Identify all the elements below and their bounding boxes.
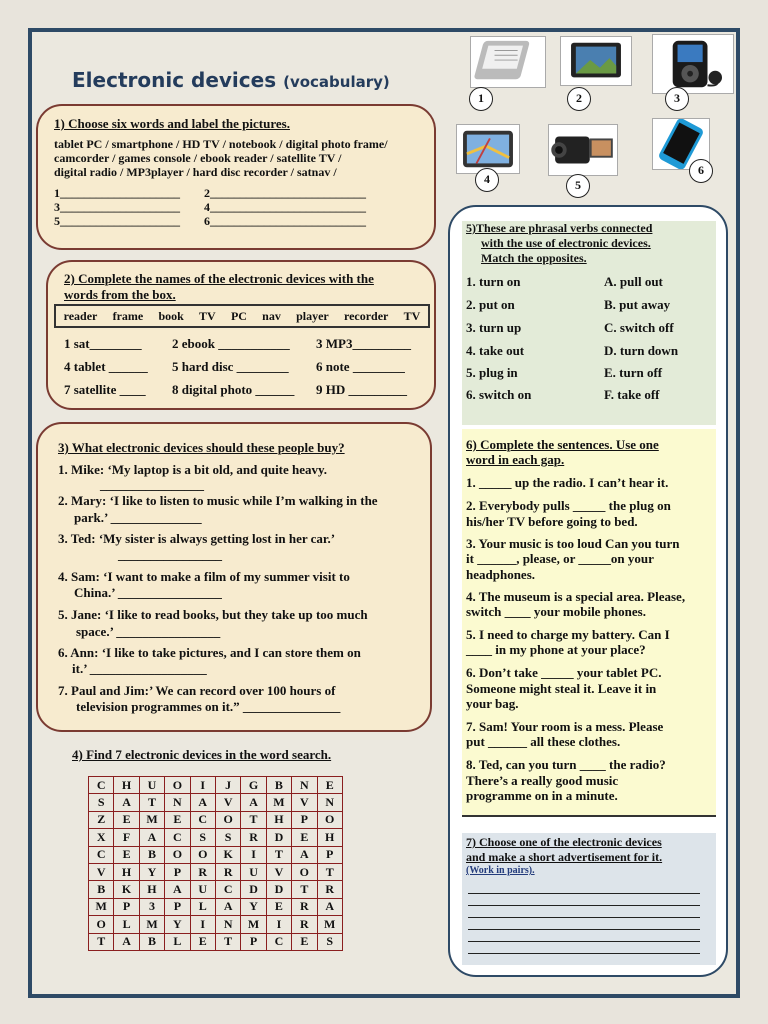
picture-number-2: 2 bbox=[567, 87, 591, 111]
word-box-item: book bbox=[158, 308, 184, 323]
word-search-row bbox=[89, 794, 343, 811]
phrasal-verb: 2. put on bbox=[466, 297, 515, 312]
word-search-cell[interactable]: U bbox=[139, 777, 164, 794]
exercise-6-heading: word in each gap. bbox=[466, 452, 565, 467]
word-search-cell[interactable]: H bbox=[266, 811, 291, 828]
word-search-cell[interactable]: B bbox=[139, 846, 164, 863]
word-search-cell[interactable]: T bbox=[215, 933, 240, 950]
word-search-cell[interactable]: Z bbox=[89, 811, 114, 828]
word-search-cell[interactable]: M bbox=[139, 811, 164, 828]
word-search-cell[interactable]: H bbox=[317, 829, 342, 846]
label-blank[interactable]: 3____________________ bbox=[54, 200, 180, 214]
label-blank[interactable]: 1____________________ bbox=[54, 186, 180, 200]
word-search-cell[interactable]: O bbox=[317, 811, 342, 828]
word-search-cell[interactable]: T bbox=[241, 811, 266, 828]
word-search-cell[interactable]: A bbox=[241, 794, 266, 811]
word-search-cell[interactable]: C bbox=[165, 829, 190, 846]
opposite-verb: C. switch off bbox=[604, 320, 674, 335]
opposite-verb: A. pull out bbox=[604, 274, 663, 289]
word-search-cell[interactable]: A bbox=[292, 846, 317, 863]
word-search-cell[interactable]: Y bbox=[241, 898, 266, 915]
device-name-blank[interactable]: 1 sat________ bbox=[64, 336, 142, 351]
word-search-cell[interactable]: M bbox=[89, 898, 114, 915]
word-search-cell[interactable]: S bbox=[215, 829, 240, 846]
answer-blank[interactable]: ________________ bbox=[118, 547, 222, 562]
word-search-cell[interactable]: D bbox=[266, 881, 291, 898]
word-search-cell[interactable]: V bbox=[215, 794, 240, 811]
word-search-cell[interactable]: M bbox=[241, 916, 266, 933]
word-search-cell[interactable]: H bbox=[139, 881, 164, 898]
sentence-line: 7. Sam! Your room is a mess. Please bbox=[466, 719, 664, 734]
word-search-cell[interactable]: M bbox=[139, 916, 164, 933]
word-search-row bbox=[89, 898, 343, 915]
word-search-cell[interactable]: A bbox=[114, 794, 139, 811]
sentence-line: put ______ all these clothes. bbox=[466, 734, 621, 749]
sentence-line: his/her TV before going to bed. bbox=[466, 514, 638, 529]
word-search-cell[interactable]: I bbox=[190, 916, 215, 933]
word-search-cell[interactable]: R bbox=[241, 829, 266, 846]
word-search-cell[interactable]: V bbox=[89, 863, 114, 880]
word-search-cell[interactable]: Y bbox=[165, 916, 190, 933]
word-search-cell[interactable]: X bbox=[89, 829, 114, 846]
word-search-cell[interactable]: O bbox=[215, 811, 240, 828]
answer-blank[interactable]: ________________ bbox=[100, 477, 204, 492]
picture-number-1: 1 bbox=[469, 87, 493, 111]
device-name-blank[interactable]: 3 MP3_________ bbox=[316, 336, 411, 351]
word-search-cell[interactable]: O bbox=[89, 916, 114, 933]
word-search-cell[interactable]: T bbox=[317, 863, 342, 880]
word-search-cell[interactable]: R bbox=[215, 863, 240, 880]
ebook-reader-picture bbox=[470, 36, 546, 88]
exercise-5-heading-line: with the use of electronic devices. bbox=[481, 236, 651, 250]
writing-line[interactable] bbox=[468, 929, 700, 930]
word-search-row bbox=[89, 933, 343, 950]
word-search-cell[interactable]: P bbox=[317, 846, 342, 863]
word-search-cell[interactable]: T bbox=[89, 933, 114, 950]
phrasal-verb: 6. switch on bbox=[466, 387, 532, 402]
opposite-verb: E. turn off bbox=[604, 365, 663, 380]
word-search-cell[interactable]: V bbox=[266, 863, 291, 880]
word-search-cell[interactable]: P bbox=[292, 811, 317, 828]
writing-line[interactable] bbox=[468, 941, 700, 942]
word-search-cell[interactable]: N bbox=[215, 916, 240, 933]
word-box bbox=[54, 304, 430, 328]
writing-line[interactable] bbox=[468, 917, 700, 918]
word-search-cell[interactable]: A bbox=[317, 898, 342, 915]
device-name-blank[interactable]: 6 note ________ bbox=[316, 359, 405, 374]
word-list-line: tablet PC / smartphone / HD TV / notebook / digital photo frame/ bbox=[54, 137, 388, 151]
question-line[interactable]: park.’ ______________ bbox=[74, 510, 202, 525]
opposite-verb: B. put away bbox=[604, 297, 671, 312]
worksheet-title bbox=[72, 68, 390, 92]
word-search-cell[interactable]: M bbox=[317, 916, 342, 933]
word-box-item: TV bbox=[403, 308, 421, 323]
label-blank[interactable]: 5____________________ bbox=[54, 214, 180, 228]
word-box-item: frame bbox=[112, 308, 144, 323]
word-box-item: TV bbox=[199, 308, 216, 323]
question-line: 6. Ann: ‘I like to take pictures, and I can store them on bbox=[58, 645, 361, 660]
sentence-line: 1. _____ up the radio. I can’t hear it. bbox=[466, 475, 669, 490]
word-search-cell[interactable]: S bbox=[190, 829, 215, 846]
word-search-row bbox=[89, 916, 343, 933]
word-search-cell[interactable]: N bbox=[317, 794, 342, 811]
word-search-grid bbox=[88, 776, 343, 951]
question-line: 2. Mary: ‘I like to listen to music while I’m walking in the bbox=[58, 493, 378, 508]
word-search-cell[interactable]: K bbox=[114, 881, 139, 898]
picture-number-3: 3 bbox=[665, 87, 689, 111]
question-line[interactable]: television programmes on it.” _______________ bbox=[76, 699, 341, 714]
word-search-cell[interactable]: O bbox=[165, 777, 190, 794]
sentence-line: 5. I need to charge my battery. Can I bbox=[466, 627, 670, 642]
sentence-line: ____ in my phone at your place? bbox=[466, 642, 646, 657]
word-search-cell[interactable]: E bbox=[190, 933, 215, 950]
word-search-cell[interactable]: R bbox=[292, 898, 317, 915]
phrasal-verb: 1. turn on bbox=[466, 274, 521, 289]
word-box-item: recorder bbox=[343, 308, 389, 323]
camcorder-picture bbox=[548, 124, 618, 176]
word-search-cell[interactable]: C bbox=[266, 933, 291, 950]
word-search-cell[interactable]: G bbox=[241, 777, 266, 794]
word-search-cell[interactable]: C bbox=[89, 846, 114, 863]
word-search-cell[interactable]: D bbox=[241, 881, 266, 898]
word-search-cell[interactable]: P bbox=[241, 933, 266, 950]
word-search-cell[interactable]: A bbox=[139, 829, 164, 846]
picture-number-4: 4 bbox=[475, 168, 499, 192]
exercise-5-heading-line: 5)These are phrasal verbs connected bbox=[466, 221, 653, 235]
word-search-cell[interactable]: B bbox=[266, 777, 291, 794]
word-search-cell[interactable]: E bbox=[165, 811, 190, 828]
word-search-cell[interactable]: E bbox=[266, 898, 291, 915]
word-search-cell[interactable]: L bbox=[114, 916, 139, 933]
word-search-cell[interactable]: L bbox=[165, 933, 190, 950]
exercise-5-heading bbox=[466, 221, 652, 236]
word-search-cell[interactable]: R bbox=[292, 916, 317, 933]
exercise-7-heading: and make a short advertisement for it. bbox=[466, 850, 663, 864]
device-name-blank[interactable]: 7 satellite ____ bbox=[64, 382, 146, 397]
word-search-row bbox=[89, 777, 343, 794]
sentence-line: programme on in a minute. bbox=[466, 788, 618, 803]
word-search-cell[interactable]: A bbox=[165, 881, 190, 898]
question-line: 7. Paul and Jim:’ We can record over 100 hours of bbox=[58, 683, 336, 698]
satnav-picture bbox=[456, 124, 520, 174]
word-search-cell[interactable]: C bbox=[89, 777, 114, 794]
picture-number-6: 6 bbox=[689, 159, 713, 183]
question-line[interactable]: it.’ __________________ bbox=[72, 661, 207, 676]
exercise-7-heading: 7) Choose one of the electronic devices bbox=[466, 835, 662, 849]
device-name-blank[interactable]: 2 ebook ___________ bbox=[172, 336, 290, 351]
question-line[interactable]: space.’ ________________ bbox=[76, 624, 221, 639]
phrasal-verb: 3. turn up bbox=[466, 320, 522, 335]
word-search-row bbox=[89, 846, 343, 863]
sentence-line: 4. The museum is a special area. Please, bbox=[466, 589, 686, 604]
opposite-verb: F. take off bbox=[604, 387, 660, 402]
question-line: 4. Sam: ‘I want to make a film of my summer visit to bbox=[58, 569, 350, 584]
sentence-line: 3. Your music is too loud Can you turn bbox=[466, 536, 680, 551]
exercise-4-heading: 4) Find 7 electronic devices in the word search. bbox=[72, 747, 332, 762]
title-sub: (vocabulary) bbox=[283, 73, 390, 91]
word-search-cell[interactable]: C bbox=[190, 811, 215, 828]
word-list-line: digital radio / MP3player / hard disc recorder / satnav / bbox=[54, 165, 337, 179]
word-search-cell[interactable]: 3 bbox=[139, 898, 164, 915]
word-search-cell[interactable]: E bbox=[317, 777, 342, 794]
word-search-cell[interactable]: O bbox=[190, 846, 215, 863]
word-search-cell[interactable]: R bbox=[317, 881, 342, 898]
word-search-cell[interactable]: L bbox=[190, 898, 215, 915]
word-search-cell[interactable]: P bbox=[165, 898, 190, 915]
word-search-cell[interactable]: A bbox=[114, 933, 139, 950]
sentence-line: Someone might steal it. Leave it in bbox=[466, 681, 657, 696]
question-line: 1. Mike: ‘My laptop is a bit old, and quite heavy. bbox=[58, 462, 328, 477]
word-search-cell[interactable]: E bbox=[114, 846, 139, 863]
word-search-cell[interactable]: I bbox=[241, 846, 266, 863]
word-search-cell[interactable]: D bbox=[266, 829, 291, 846]
word-search-cell[interactable]: O bbox=[292, 863, 317, 880]
sentence-line: There’s a really good music bbox=[466, 773, 619, 788]
question-line: 3. Ted: ‘My sister is always getting lost in her car.’ bbox=[58, 531, 336, 546]
word-search-cell[interactable]: E bbox=[292, 829, 317, 846]
exercise-3-heading: 3) What electronic devices should these people buy? bbox=[58, 440, 345, 455]
word-search-cell[interactable]: T bbox=[139, 794, 164, 811]
word-search-cell[interactable]: U bbox=[190, 881, 215, 898]
photo-frame-picture bbox=[560, 36, 632, 86]
word-list-line: camcorder / games console / ebook reader / satellite TV / bbox=[54, 151, 342, 165]
label-blank[interactable]: 4__________________________ bbox=[204, 200, 366, 214]
exercise-2-heading: 2) Complete the names of the electronic devices with the bbox=[64, 271, 374, 286]
word-box-item: nav bbox=[262, 308, 281, 323]
word-search-row bbox=[89, 863, 343, 880]
word-search-cell[interactable]: M bbox=[266, 794, 291, 811]
word-search-row bbox=[89, 811, 343, 828]
word-search-cell[interactable]: U bbox=[241, 863, 266, 880]
word-search-cell[interactable]: F bbox=[114, 829, 139, 846]
writing-line[interactable] bbox=[468, 893, 700, 894]
sentence-line: headphones. bbox=[466, 567, 535, 582]
sentence-line: it ______, please, or _____on your bbox=[466, 551, 654, 566]
device-name-blank[interactable]: 4 tablet ______ bbox=[64, 359, 148, 374]
word-search-cell[interactable]: I bbox=[266, 916, 291, 933]
word-search-cell[interactable]: I bbox=[190, 777, 215, 794]
device-name-blank[interactable]: 9 HD _________ bbox=[316, 382, 407, 397]
word-search-cell[interactable]: J bbox=[215, 777, 240, 794]
writing-line[interactable] bbox=[468, 953, 700, 954]
word-search-cell[interactable]: A bbox=[190, 794, 215, 811]
sentence-line: 8. Ted, can you turn ____ the radio? bbox=[466, 757, 666, 772]
word-search-cell[interactable]: B bbox=[139, 933, 164, 950]
word-search-cell[interactable]: Y bbox=[139, 863, 164, 880]
label-blank[interactable]: 6__________________________ bbox=[204, 214, 366, 228]
exercise-6-heading: 6) Complete the sentences. Use one bbox=[466, 437, 659, 452]
word-search-cell[interactable]: V bbox=[292, 794, 317, 811]
word-search-cell[interactable]: T bbox=[266, 846, 291, 863]
writing-line[interactable] bbox=[468, 905, 700, 906]
word-search-cell[interactable]: E bbox=[114, 811, 139, 828]
exercise-1-heading: 1) Choose six words and label the pictures. bbox=[54, 116, 290, 131]
word-search-cell[interactable]: K bbox=[215, 846, 240, 863]
word-search-cell[interactable]: H bbox=[114, 863, 139, 880]
label-blank[interactable]: 2__________________________ bbox=[204, 186, 366, 200]
mp3-player-picture bbox=[652, 34, 734, 94]
word-box-item: player bbox=[296, 308, 329, 323]
exercise-2-heading: words from the box. bbox=[64, 287, 176, 302]
question-line: 5. Jane: ‘I like to read books, but they take up too much bbox=[58, 607, 368, 622]
word-search-cell[interactable]: R bbox=[190, 863, 215, 880]
phrasal-verb: 5. plug in bbox=[466, 365, 518, 380]
word-search-cell[interactable]: N bbox=[292, 777, 317, 794]
picture-number-5: 5 bbox=[566, 174, 590, 198]
sentence-line: 6. Don’t take _____ your tablet PC. bbox=[466, 665, 662, 680]
sentence-line: 2. Everybody pulls _____ the plug on bbox=[466, 498, 671, 513]
device-name-blank[interactable]: 5 hard disc ________ bbox=[172, 359, 289, 374]
sentence-line: switch ____ your mobile phones. bbox=[466, 604, 646, 619]
sentence-line: your bag. bbox=[466, 696, 519, 711]
exercise-7-note: (Work in pairs). bbox=[466, 865, 535, 876]
word-search-cell[interactable]: O bbox=[165, 846, 190, 863]
device-name-blank[interactable]: 8 digital photo ______ bbox=[172, 382, 295, 397]
phrasal-verb: 4. take out bbox=[466, 343, 525, 358]
word-search-cell[interactable]: E bbox=[292, 933, 317, 950]
word-search-row bbox=[89, 829, 343, 846]
title-main: Electronic devices bbox=[72, 68, 277, 92]
word-search-cell[interactable]: B bbox=[89, 881, 114, 898]
word-box-item: PC bbox=[230, 308, 247, 323]
exercise-5-heading-line: Match the opposites. bbox=[481, 251, 587, 265]
word-search-cell[interactable]: C bbox=[215, 881, 240, 898]
word-search-row bbox=[89, 881, 343, 898]
word-box-item: reader bbox=[63, 308, 98, 323]
word-search-cell[interactable]: P bbox=[114, 898, 139, 915]
word-search-cell[interactable]: P bbox=[165, 863, 190, 880]
opposite-verb: D. turn down bbox=[604, 343, 679, 358]
word-search-cell[interactable]: N bbox=[165, 794, 190, 811]
question-line[interactable]: China.’ ________________ bbox=[74, 585, 222, 600]
word-search-cell[interactable]: H bbox=[114, 777, 139, 794]
word-search-cell[interactable]: A bbox=[215, 898, 240, 915]
word-search-cell[interactable]: T bbox=[292, 881, 317, 898]
word-search-cell[interactable]: S bbox=[89, 794, 114, 811]
word-search-cell[interactable]: S bbox=[317, 933, 342, 950]
